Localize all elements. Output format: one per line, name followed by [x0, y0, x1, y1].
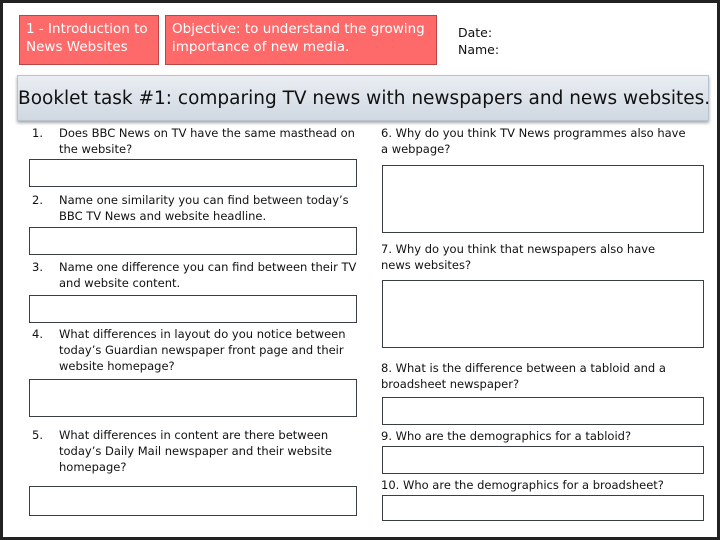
objective-text: Objective: to understand the growing importance of new media. — [172, 21, 425, 55]
question-7 — [381, 241, 681, 273]
answer-box-2[interactable] — [29, 227, 357, 255]
question-number: 3. — [32, 260, 43, 274]
question-text: What differences in content are there between today’s Daily Mail newspaper and their website homepage? — [59, 428, 332, 474]
question-text: 8. What is the difference between a tabloid and a broadsheet newspaper? — [381, 361, 666, 391]
question-text: Name one similarity you can find between today’s BBC TV News and website headline. — [59, 193, 349, 223]
question-number: 2. — [32, 193, 43, 207]
question-9 — [381, 428, 703, 444]
question-number: 5. — [32, 428, 43, 442]
question-8 — [381, 360, 691, 392]
question-text: Does BBC News on TV have the same masthead on the website? — [59, 126, 355, 156]
date-label: Date: — [458, 25, 493, 40]
answer-box-8[interactable] — [382, 397, 704, 425]
date-name-fields — [458, 24, 499, 58]
answer-box-10[interactable] — [382, 495, 704, 521]
booklet-task-title: Booklet task #1: comparing TV news with newspapers and news websites. — [17, 75, 709, 121]
question-text: Name one difference you can find between their TV and website content. — [59, 260, 357, 290]
answer-box-1[interactable] — [29, 159, 357, 187]
topic-text: 1 - Introduction to News Websites — [26, 21, 148, 55]
name-label: Name: — [458, 42, 500, 57]
question-text: 10. Who are the demographics for a broadsheet? — [381, 478, 664, 492]
question-number: 1. — [32, 126, 43, 140]
answer-box-4[interactable] — [29, 379, 357, 417]
answer-box-5[interactable] — [29, 486, 357, 516]
answer-box-6[interactable] — [382, 165, 704, 233]
question-text: 6. Why do you think TV News programmes also have a webpage? — [381, 126, 686, 156]
answer-box-7[interactable] — [382, 280, 704, 348]
question-text: 9. Who are the demographics for a tabloid? — [381, 429, 632, 443]
answer-box-9[interactable] — [382, 446, 704, 474]
question-6 — [381, 125, 691, 157]
question-text: 7. Why do you think that newspapers also have news websites? — [381, 242, 656, 272]
objective-box — [165, 15, 437, 65]
topic-box — [19, 15, 159, 65]
answer-box-3[interactable] — [29, 295, 357, 323]
question-text: What differences in layout do you notice between today’s Guardian newspaper front page and their website homepage? — [59, 327, 346, 373]
question-10 — [381, 477, 703, 493]
question-number: 4. — [32, 327, 43, 341]
